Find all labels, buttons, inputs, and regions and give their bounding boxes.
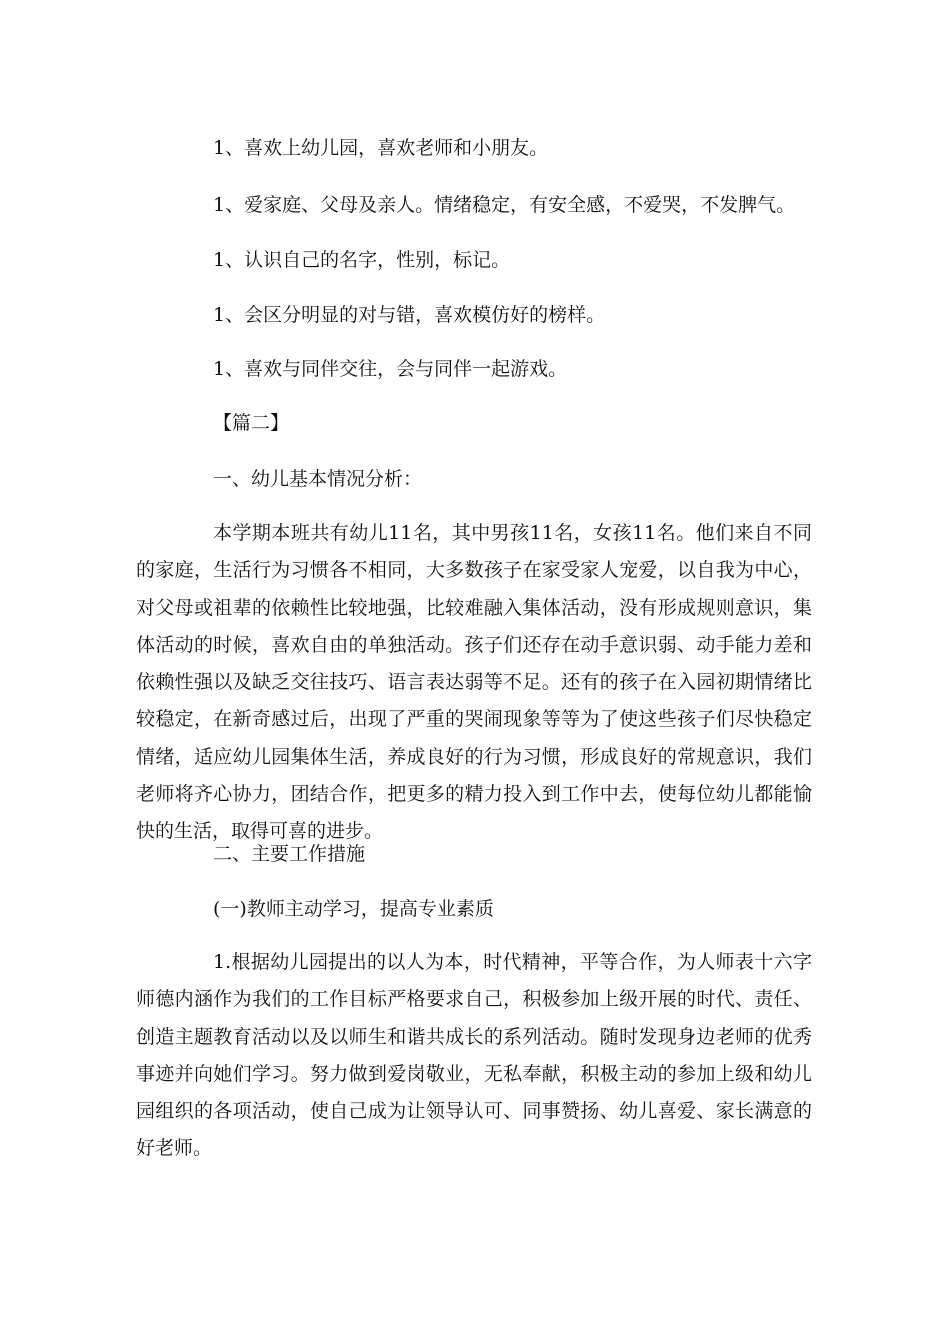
- list-item: 1、喜欢上幼儿园，喜欢老师和小朋友。: [213, 137, 549, 159]
- heading-main-measures: 二、主要工作措施: [213, 843, 366, 865]
- heading-basic-analysis: 一、幼儿基本情况分析：: [213, 468, 423, 490]
- section-title: 【篇二】: [213, 412, 290, 434]
- list-item: 1、爱家庭、父母及亲人。情绪稳定，有安全感，不爱哭，不发脾气。: [213, 194, 796, 216]
- list-item: 1、会区分明显的对与错，喜欢模仿好的榜样。: [213, 304, 606, 326]
- paragraph-class-analysis: 本学期本班共有幼儿11名，其中男孩11名，女孩11名。他们来自不同的家庭，生活行为习惯各不相同，大多数孩子在家受家人宠爱，以自我为中心，对父母或祖辈的依赖性比较地强，比较难融入集体活动，没有形成规则意识，集体活动的时候，喜欢自由的单独活动。孩子们还存在动手意识弱、动手能力差和依赖性强以及缺乏交往技巧、语言表达弱等不足。还有的孩子在入园初期情绪比较稳定，在新奇感过后，出现了严重的哭闹现象等等为了使这些孩子们尽快稳定情绪，适应幼儿园集体生活，养成良好的行为习惯，形成良好的常规意识，我们老师将齐心协力，团结合作，把更多的精力投入到工作中去，使每位幼儿都能愉快的生活，取得可喜的进步。: [136, 522, 812, 843]
- list-item: 1、喜欢与同伴交往，会与同伴一起游戏。: [213, 358, 568, 380]
- subheading-teacher-learning: (一)教师主动学习，提高专业素质: [213, 898, 494, 920]
- list-item: 1、认识自己的名字，性别，标记。: [213, 249, 511, 271]
- paragraph-teacher-ethics: 1.根据幼儿园提出的以人为本，时代精神，平等合作，为人师表十六字师德内涵作为我们的工作目标严格要求自己，积极参加上级开展的时代、责任、创造主题教育活动以及以师生和谐共成长的系列活动。随时发现身边老师的优秀事迹并向她们学习。努力做到爱岗敬业，无私奉献，积极主动的参加上级和幼儿园组织的各项活动，使自己成为让领导认可、同事赞扬、幼儿喜爱、家长满意的好老师。: [136, 951, 812, 1160]
